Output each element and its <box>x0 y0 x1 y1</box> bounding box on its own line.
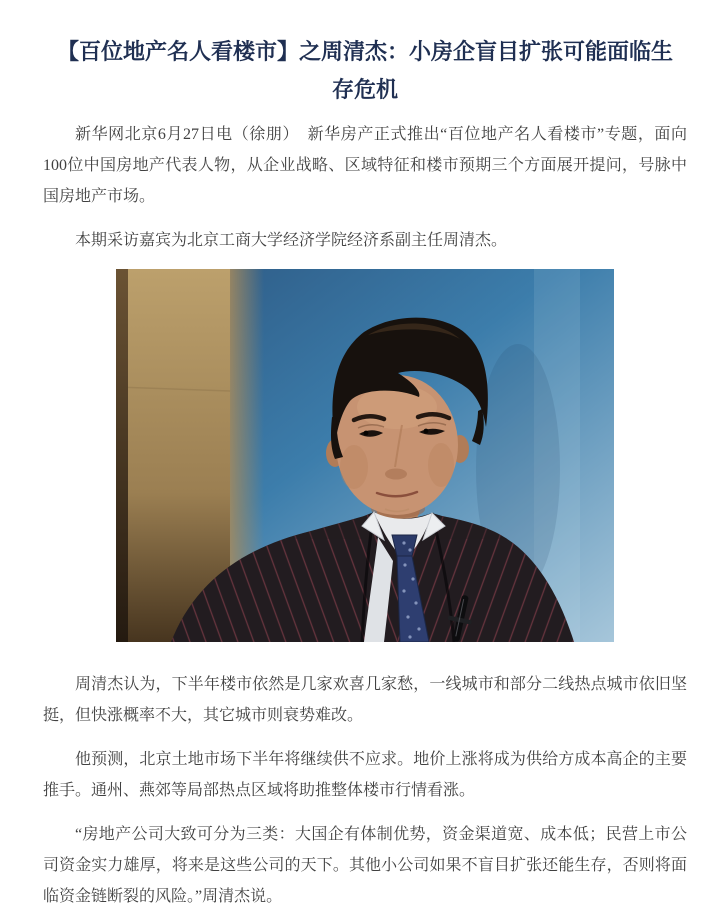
article-paragraph-3: 周清杰认为，下半年楼市依然是几家欢喜几家愁，一线城市和部分二线热点城市依旧坚挺，但快涨概率不大，其它城市则衰势难改。 <box>43 676 687 724</box>
article-paragraph-5: “房地产公司大致可分为三类：大国企有体制优势，资金渠道宽、成本低；民营上市公司资金实力雄厚，将来是这些公司的天下。其他小公司如果不盲目扩张还能生存，否则将面临资金链断裂的风险。”周清杰说。 <box>43 826 687 905</box>
interview-photo-illustration <box>116 269 614 642</box>
article-paragraph-4: 他预测，北京土地市场下半年将继续供不应求。地价上涨将成为供给方成本高企的主要推手。通州、燕郊等局部热点区域将助推整体楼市行情看涨。 <box>43 751 687 799</box>
article-paragraph-1: 新华网北京6月27日电（徐朋） 新华房产正式推出“百位地产名人看楼市”专题，面向100位中国房地产代表人物，从企业战略、区域特征和楼市预期三个方面展开提问，号脉中国房地产市场。 <box>43 126 687 205</box>
interview-photo <box>116 269 614 642</box>
article-title: 【百位地产名人看楼市】之周清杰：小房企盲目扩张可能面临生存危机 <box>56 39 673 102</box>
article-paragraph-2: 本期采访嘉宾为北京工商大学经济学院经济系副主任周清杰。 <box>75 232 508 249</box>
